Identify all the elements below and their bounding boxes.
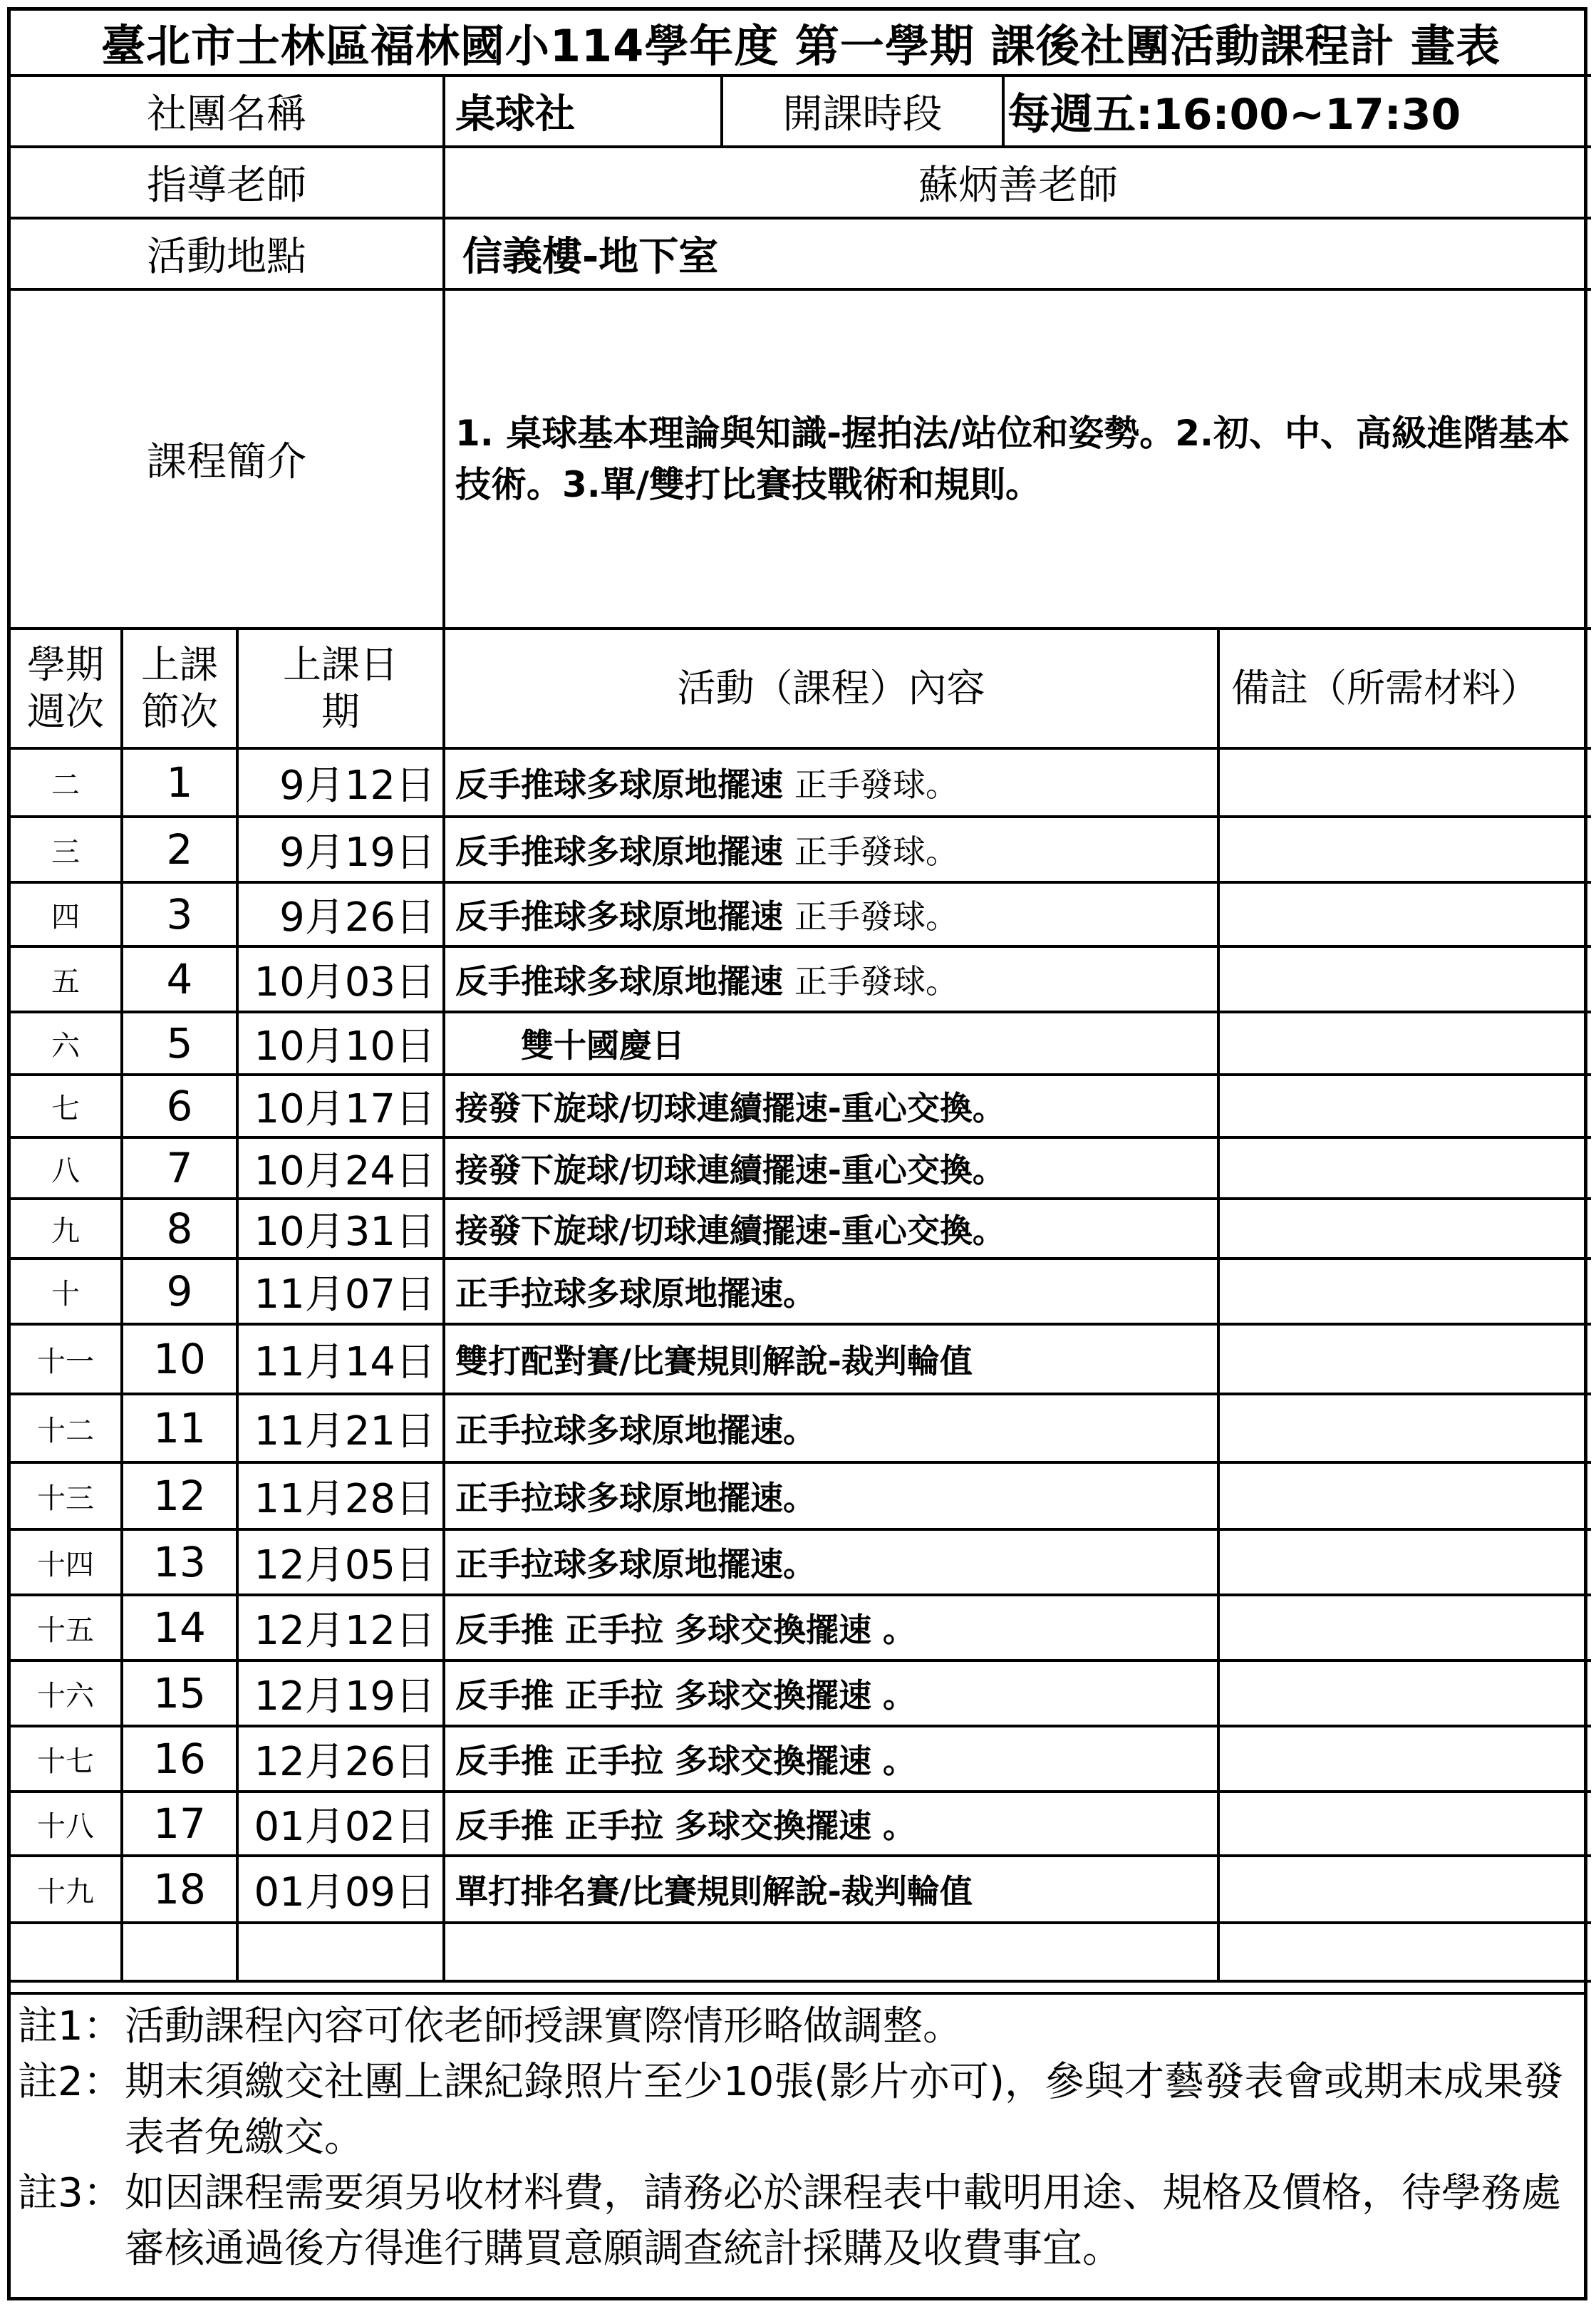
- date-cell: 12月26日: [237, 1726, 444, 1792]
- content-cell: [444, 1856, 1218, 1923]
- remarks-cell: [1218, 1792, 1591, 1856]
- date-cell: 11月07日: [237, 1259, 444, 1324]
- date-cell: 9月19日: [237, 817, 444, 882]
- week-cell: 十一: [11, 1324, 122, 1394]
- table-row: [11, 1923, 1591, 1981]
- session-cell: 4: [122, 946, 237, 1012]
- content-cell: [444, 1075, 1218, 1137]
- remarks-cell: [1218, 1529, 1591, 1595]
- content-text: 正手拉球多球原地擺速。: [455, 1479, 816, 1517]
- table-row: [11, 748, 1591, 817]
- remarks-cell: [1218, 1012, 1591, 1075]
- remarks-cell: [1218, 748, 1591, 817]
- remarks-cell: [1218, 1726, 1591, 1792]
- table-row: [11, 1324, 1591, 1394]
- content-cell: [444, 1199, 1218, 1259]
- table-row: [11, 817, 1591, 882]
- club-name-label: 社團名稱: [11, 76, 444, 147]
- session-cell: 2: [122, 817, 237, 882]
- table-row: [11, 1012, 1591, 1075]
- table-row: [11, 1199, 1591, 1259]
- remarks-cell: [1218, 1660, 1591, 1726]
- content-text-extra: 正手發球。: [794, 765, 959, 804]
- content-text: 接發下旋球/切球連續擺速-重心交換。: [455, 1151, 1005, 1189]
- header-session: 上課節次: [122, 630, 237, 748]
- table-row: [11, 1595, 1591, 1660]
- table-row: [11, 1137, 1591, 1199]
- course-intro: 1. 桌球基本理論與知識-握拍法/站位和姿勢。2.初、中、高級進階基本技術。3.單/雙打比賽技戰術和規則。: [444, 289, 1591, 629]
- note-2: [18, 2055, 1577, 2166]
- note-1: [18, 1999, 1577, 2055]
- remarks-cell: [1218, 1595, 1591, 1660]
- date-cell: 01月02日: [237, 1792, 444, 1856]
- content-text: 正手拉球多球原地擺速。: [455, 1411, 816, 1450]
- table-row: [11, 1075, 1591, 1137]
- header-week: 學期週次: [11, 630, 122, 748]
- table-row: [11, 882, 1591, 946]
- content-cell: [444, 1259, 1218, 1324]
- session-cell: 13: [122, 1529, 237, 1595]
- date-cell: 12月19日: [237, 1660, 444, 1726]
- week-cell: 十四: [11, 1529, 122, 1595]
- remarks-cell: [1218, 1856, 1591, 1923]
- week-cell: 十: [11, 1259, 122, 1324]
- content-text: 反手推球多球原地擺速: [455, 765, 783, 804]
- session-cell: 17: [122, 1792, 237, 1856]
- session-cell: 16: [122, 1726, 237, 1792]
- date-cell: [237, 1923, 444, 1981]
- table-row: [11, 1259, 1591, 1324]
- session-cell: 8: [122, 1199, 237, 1259]
- content-text: 反手推球多球原地擺速: [455, 832, 783, 871]
- plan-sheet: [7, 7, 1587, 2300]
- remarks-cell: [1218, 1137, 1591, 1199]
- content-cell: [444, 1726, 1218, 1792]
- table-row: [11, 946, 1591, 1012]
- date-cell: 11月14日: [237, 1324, 444, 1394]
- note-text: 如因課程需要須另收材料費，請務必於課程表中載明用途、規格及價格，待學務處審核通過後方得進行購買意願調查統計採購及收費事宜。: [125, 2170, 1561, 2272]
- week-cell: 七: [11, 1075, 122, 1137]
- remarks-cell: [1218, 946, 1591, 1012]
- note-text: 期末須繳交社團上課紀錄照片至少10張(影片亦可)，參與才藝發表會或期末成果發表者免繳交。: [125, 2059, 1563, 2161]
- date-cell: 10月10日: [237, 1012, 444, 1075]
- note-text: 活動課程內容可依老師授課實際情形略做調整。: [125, 2003, 963, 2050]
- table-row: [11, 1792, 1591, 1856]
- table-row: [11, 1660, 1591, 1726]
- content-text: 反手推 正手拉 多球交換擺速 。: [455, 1611, 916, 1649]
- note-key: 註3：: [18, 2170, 123, 2216]
- content-cell: [444, 817, 1218, 882]
- date-cell: 01月09日: [237, 1856, 444, 1923]
- date-cell: 10月17日: [237, 1075, 444, 1137]
- content-cell: [444, 1660, 1218, 1726]
- notes-section: [11, 1992, 1584, 2297]
- teacher-name: 蘇炳善老師: [444, 147, 1591, 218]
- week-cell: 五: [11, 946, 122, 1012]
- week-cell: 三: [11, 817, 122, 882]
- content-text: 反手推 正手拉 多球交換擺速 。: [455, 1742, 916, 1780]
- content-text: 雙打配對賽/比賽規則解說-裁判輪值: [455, 1342, 973, 1380]
- week-cell: 九: [11, 1199, 122, 1259]
- session-cell: 10: [122, 1324, 237, 1394]
- session-cell: 3: [122, 882, 237, 946]
- remarks-cell: [1218, 1394, 1591, 1462]
- content-text: 反手推球多球原地擺速: [455, 962, 783, 1001]
- remarks-cell: [1218, 1923, 1591, 1981]
- content-text: 反手推 正手拉 多球交換擺速 。: [455, 1676, 916, 1715]
- week-cell: 十三: [11, 1462, 122, 1529]
- date-cell: 12月12日: [237, 1595, 444, 1660]
- date-cell: 10月31日: [237, 1199, 444, 1259]
- content-cell: [444, 882, 1218, 946]
- remarks-cell: [1218, 882, 1591, 946]
- date-cell: 9月12日: [237, 748, 444, 817]
- date-cell: 9月26日: [237, 882, 444, 946]
- session-cell: 14: [122, 1595, 237, 1660]
- content-cell: [444, 1462, 1218, 1529]
- note-3: [18, 2166, 1577, 2277]
- week-cell: 十九: [11, 1856, 122, 1923]
- week-cell: 四: [11, 882, 122, 946]
- date-cell: 12月05日: [237, 1529, 444, 1595]
- session-cell: 15: [122, 1660, 237, 1726]
- week-cell: 十二: [11, 1394, 122, 1462]
- date-cell: 11月21日: [237, 1394, 444, 1462]
- week-cell: 十七: [11, 1726, 122, 1792]
- session-cell: 1: [122, 748, 237, 817]
- content-text: 反手推 正手拉 多球交換擺速 。: [455, 1807, 916, 1845]
- note-key: 註2：: [18, 2059, 123, 2105]
- content-cell: [444, 946, 1218, 1012]
- remarks-cell: [1218, 1199, 1591, 1259]
- content-text: 接發下旋球/切球連續擺速-重心交換。: [455, 1212, 1005, 1250]
- remarks-cell: [1218, 817, 1591, 882]
- header-remarks: 備註（所需材料）: [1218, 630, 1591, 748]
- session-cell: 7: [122, 1137, 237, 1199]
- date-cell: 10月24日: [237, 1137, 444, 1199]
- content-text: 雙十國慶日: [455, 1026, 685, 1065]
- content-cell: [444, 1012, 1218, 1075]
- content-text-extra: 正手發球。: [794, 897, 959, 936]
- table-row: [11, 1529, 1591, 1595]
- table-row: [11, 1726, 1591, 1792]
- content-text: 反手推球多球原地擺速: [455, 897, 783, 936]
- info-table: [11, 11, 1591, 630]
- note-key: 註1：: [18, 2003, 123, 2050]
- remarks-cell: [1218, 1324, 1591, 1394]
- week-cell: 六: [11, 1012, 122, 1075]
- teacher-label: 指導老師: [11, 147, 444, 218]
- header-content: 活動（課程）內容: [444, 630, 1218, 748]
- class-time-label: 開課時段: [722, 76, 1003, 147]
- session-cell: 12: [122, 1462, 237, 1529]
- content-text: 正手拉球多球原地擺速。: [455, 1274, 816, 1313]
- week-cell: 二: [11, 748, 122, 817]
- content-cell: [444, 1324, 1218, 1394]
- location-label: 活動地點: [11, 218, 444, 289]
- session-cell: [122, 1923, 237, 1981]
- club-name: 桌球社: [444, 76, 722, 147]
- table-row: [11, 1462, 1591, 1529]
- content-cell: [444, 748, 1218, 817]
- session-cell: 18: [122, 1856, 237, 1923]
- content-cell: [444, 1595, 1218, 1660]
- remarks-cell: [1218, 1075, 1591, 1137]
- content-cell: [444, 1923, 1218, 1981]
- session-cell: 5: [122, 1012, 237, 1075]
- table-row: [11, 1856, 1591, 1923]
- content-text-extra: 正手發球。: [794, 962, 959, 1001]
- intro-label: 課程簡介: [11, 289, 444, 629]
- remarks-cell: [1218, 1462, 1591, 1529]
- table-row: [11, 1394, 1591, 1462]
- content-text: 單打排名賽/比賽規則解說-裁判輪值: [455, 1872, 973, 1911]
- week-cell: 十五: [11, 1595, 122, 1660]
- week-cell: 八: [11, 1137, 122, 1199]
- content-cell: [444, 1792, 1218, 1856]
- date-cell: 11月28日: [237, 1462, 444, 1529]
- content-text: 正手拉球多球原地擺速。: [455, 1545, 816, 1584]
- content-cell: [444, 1137, 1218, 1199]
- session-cell: 9: [122, 1259, 237, 1324]
- content-cell: [444, 1529, 1218, 1595]
- week-cell: [11, 1923, 122, 1981]
- schedule-table: [11, 630, 1591, 1983]
- remarks-cell: [1218, 1259, 1591, 1324]
- class-time: 每週五:16:00~17:30: [1003, 76, 1591, 147]
- content-cell: [444, 1394, 1218, 1462]
- page-title: 臺北市士林區福林國小114學年度 第一學期 課後社團活動課程計 畫表: [11, 11, 1591, 76]
- content-text-extra: 正手發球。: [794, 832, 959, 871]
- header-date: 上課日期: [237, 630, 444, 748]
- date-cell: 10月03日: [237, 946, 444, 1012]
- week-cell: 十六: [11, 1660, 122, 1726]
- session-cell: 6: [122, 1075, 237, 1137]
- week-cell: 十八: [11, 1792, 122, 1856]
- session-cell: 11: [122, 1394, 237, 1462]
- content-text: 接發下旋球/切球連續擺速-重心交換。: [455, 1089, 1005, 1127]
- location: 信義樓-地下室: [444, 218, 1591, 289]
